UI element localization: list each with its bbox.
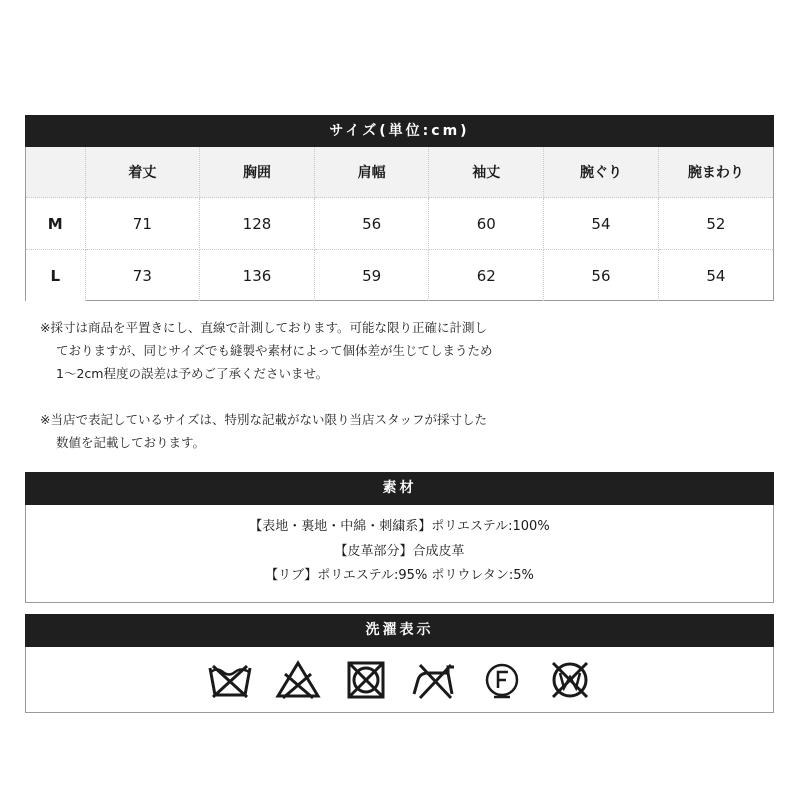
note-line: 1〜2cm程度の誤差は予めご了承くださいませ。 [56,366,329,381]
dry-clean-f-icon [479,660,525,700]
no-bleach-icon [275,660,321,700]
material-box [25,505,774,603]
note-line: ておりますが、同じサイズでも縫製や素材によって個体差が生じてしまうため [56,343,493,358]
table-cell: 73 [85,250,200,302]
table-row [26,198,773,250]
table-cell: 56 [544,250,659,302]
size-label: L [26,250,85,302]
size-label: M [26,198,85,250]
care-box [25,647,774,713]
table-cell: 136 [200,250,315,302]
table-header-row [26,147,773,198]
column-header: 腕まわり [658,147,773,198]
table-corner-cell [26,147,85,198]
no-tumble-dry-icon [343,660,389,700]
size-notation-note [40,408,760,454]
table-cell: 56 [314,198,429,250]
material-line: 【リブ】ポリエステル:95% ポリウレタン:5% [265,568,534,583]
note-line: ※当店で表記しているサイズは、特別な記載がない限り当店スタッフが採寸した [40,412,487,427]
size-table [25,147,774,301]
column-header: 腕ぐり [544,147,659,198]
material-line: 【表地・裏地・中綿・刺繍系】ポリエステル:100% [249,519,550,534]
column-header: 胸囲 [200,147,315,198]
table-cell: 52 [658,198,773,250]
column-header: 肩幅 [314,147,429,198]
size-chart-table [26,147,773,301]
note-line: 数値を記載しております。 [56,435,206,450]
table-cell: 60 [429,198,544,250]
no-iron-icon [411,660,457,700]
table-cell: 128 [200,198,315,250]
material-section-title: 素材 [25,472,774,505]
column-header: 着丈 [85,147,200,198]
table-row [26,250,773,302]
table-cell: 54 [544,198,659,250]
material-line: 【皮革部分】合成皮革 [334,543,465,559]
measurement-note [40,316,760,385]
table-cell: 71 [85,198,200,250]
no-wash-icon [207,660,253,700]
no-wet-clean-icon [547,660,593,700]
table-cell: 59 [314,250,429,302]
column-header: 袖丈 [429,147,544,198]
care-icon-row [26,660,773,700]
size-section-title: サイズ(単位:cm) [25,115,774,147]
table-cell: 62 [429,250,544,302]
care-section-title: 洗濯表示 [25,614,774,647]
table-cell: 54 [658,250,773,302]
note-line: ※採寸は商品を平置きにし、直線で計測しております。可能な限り正確に計測し [40,320,487,335]
